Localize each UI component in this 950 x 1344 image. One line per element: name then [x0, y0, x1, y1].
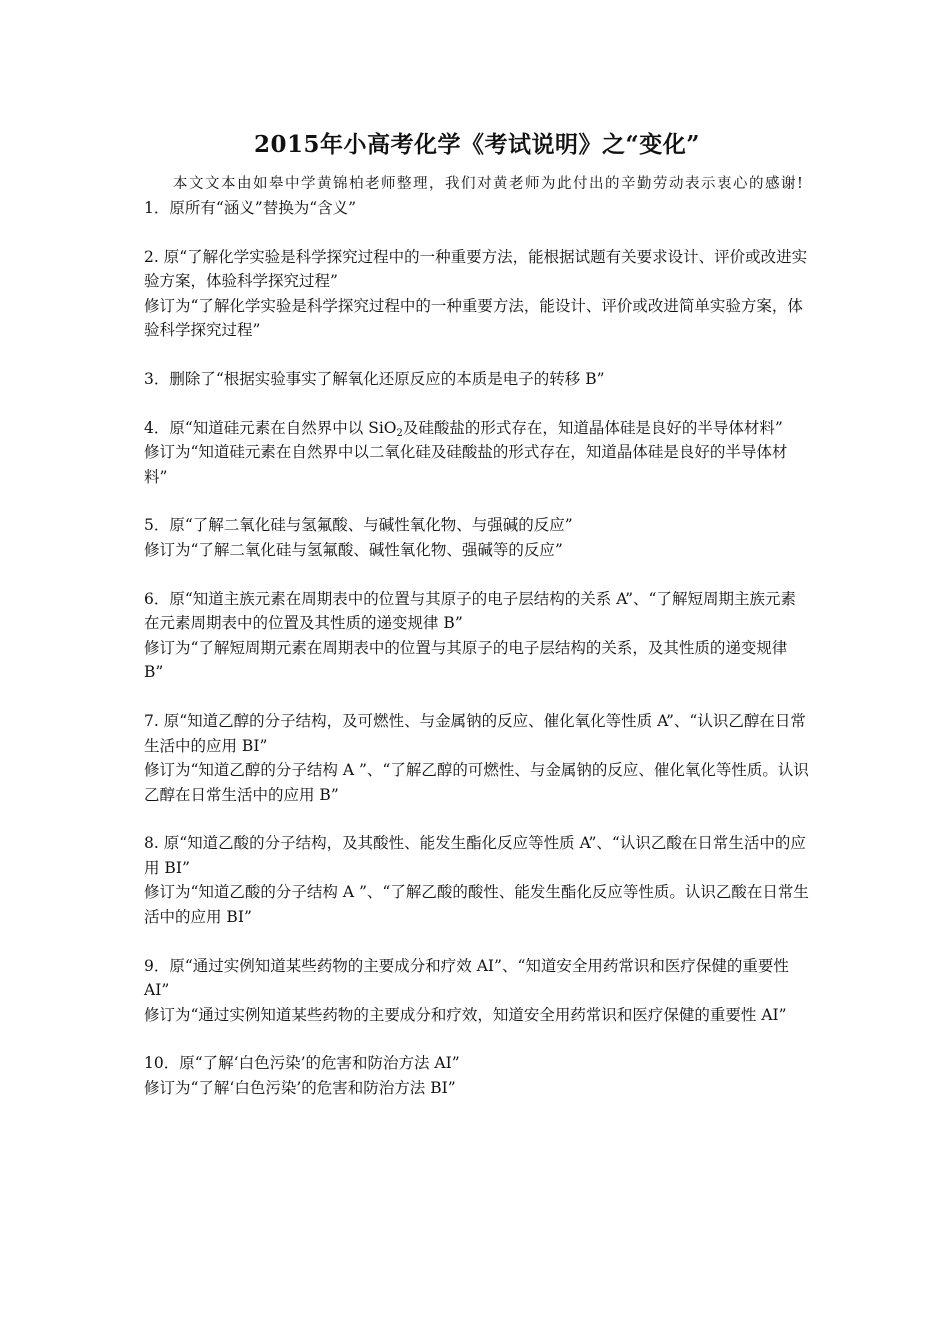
- change-item-6: [144, 587, 810, 685]
- original-text: 5．原“了解二氧化硅与氢氟酸、与碱性氧化物、与强碱的反应”: [144, 516, 573, 535]
- change-item-3: [144, 367, 810, 392]
- revised-text: 修订为“了解‘白色污染’的危害和防治方法 BⅠ”: [144, 1079, 456, 1098]
- change-item-1: [144, 196, 810, 221]
- change-item-10: [144, 1051, 810, 1100]
- revised-text: 修订为“通过实例知道某些药物的主要成分和疗效，知道安全用药常识和医疗保健的重要性 AⅠ”: [144, 1005, 787, 1024]
- change-item-9: [144, 954, 810, 1028]
- change-item-2: [144, 245, 810, 343]
- change-item-7: [144, 709, 810, 807]
- revised-text: 修订为“知道硅元素在自然界中以二氧化硅及硅酸盐的形式存在，知道晶体硅是良好的半导体材料”: [144, 443, 788, 486]
- revised-text: 修订为“了解化学实验是科学探究过程中的一种重要方法，能设计、评价或改进简单实验方案，体验科学探究过程”: [144, 296, 803, 340]
- revised-text: 修订为“了解短周期元素在周期表中的位置与其原子的电子层结构的关系，及其性质的递变规律 B”: [144, 638, 788, 682]
- change-item-8: [144, 831, 810, 929]
- original-text: 8. 原“知道乙酸的分子结构，及其酸性、能发生酯化反应等性质 A”、“认识乙酸在日常生活中的应用 BⅠ”: [144, 834, 806, 877]
- original-text: 6．原“知道主族元素在周期表中的位置与其原子的电子层结构的关系 A”、“了解短周期主族元素在元素周期表中的位置及其性质的递变规律 B”: [144, 589, 796, 633]
- original-text: 10．原“了解‘白色污染’的危害和防治方法 AⅠ”: [144, 1054, 460, 1073]
- original-text: 2. 原“了解化学实验是科学探究过程中的一种重要方法，能根据试题有关要求设计、评价或改进实验方案，体验科学探究过程”: [144, 247, 808, 291]
- change-item-4: [144, 416, 810, 490]
- document-title: 2015年小高考化学《考试说明》之“变化”: [254, 131, 700, 158]
- original-text: 9．原“通过实例知道某些药物的主要成分和疗效 AⅠ”、“知道安全用药常识和医疗保健的重要性 AⅠ”: [144, 956, 789, 1000]
- original-text: 7. 原“知道乙醇的分子结构，及可燃性、与金属钠的反应、催化氧化等性质 A”、“认识乙醇在日常生活中的应用 BⅠ”: [144, 711, 806, 755]
- original-text-part-b: 及硅酸盐的形式存在，知道晶体硅是良好的半导体材料”: [402, 418, 783, 437]
- subscript-2: 2: [396, 427, 403, 439]
- original-text: [144, 416, 810, 441]
- document-page: [144, 128, 810, 1125]
- intro-paragraph: 本文文本由如皋中学黄锦柏老师整理，我们对黄老师为此付出的辛勤劳动表示衷心的感谢!: [173, 176, 805, 192]
- original-text: 1．原所有“涵义”替换为“含义”: [144, 199, 357, 217]
- revised-text: 修订为“知道乙酸的分子结构 A ”、“了解乙酸的酸性、能发生酯化反应等性质。认识乙酸在日常生活中的应用 BⅠ”: [144, 883, 809, 927]
- original-text: 3．删除了“根据实验事实了解氧化还原反应的本质是电子的转移 B”: [144, 369, 605, 388]
- change-item-5: [144, 513, 810, 562]
- original-text-part-a: 4．原“知道硅元素在自然界中以 SiO: [144, 418, 397, 437]
- revised-text: 修订为“知道乙醇的分子结构 A ”、“了解乙醇的可燃性、与金属钠的反应、催化氧化等性质。认识乙醇在日常生活中的应用 B”: [144, 761, 809, 804]
- revised-text: 修订为“了解二氧化硅与氢氟酸、碱性氧化物、强碱等的反应”: [144, 540, 563, 559]
